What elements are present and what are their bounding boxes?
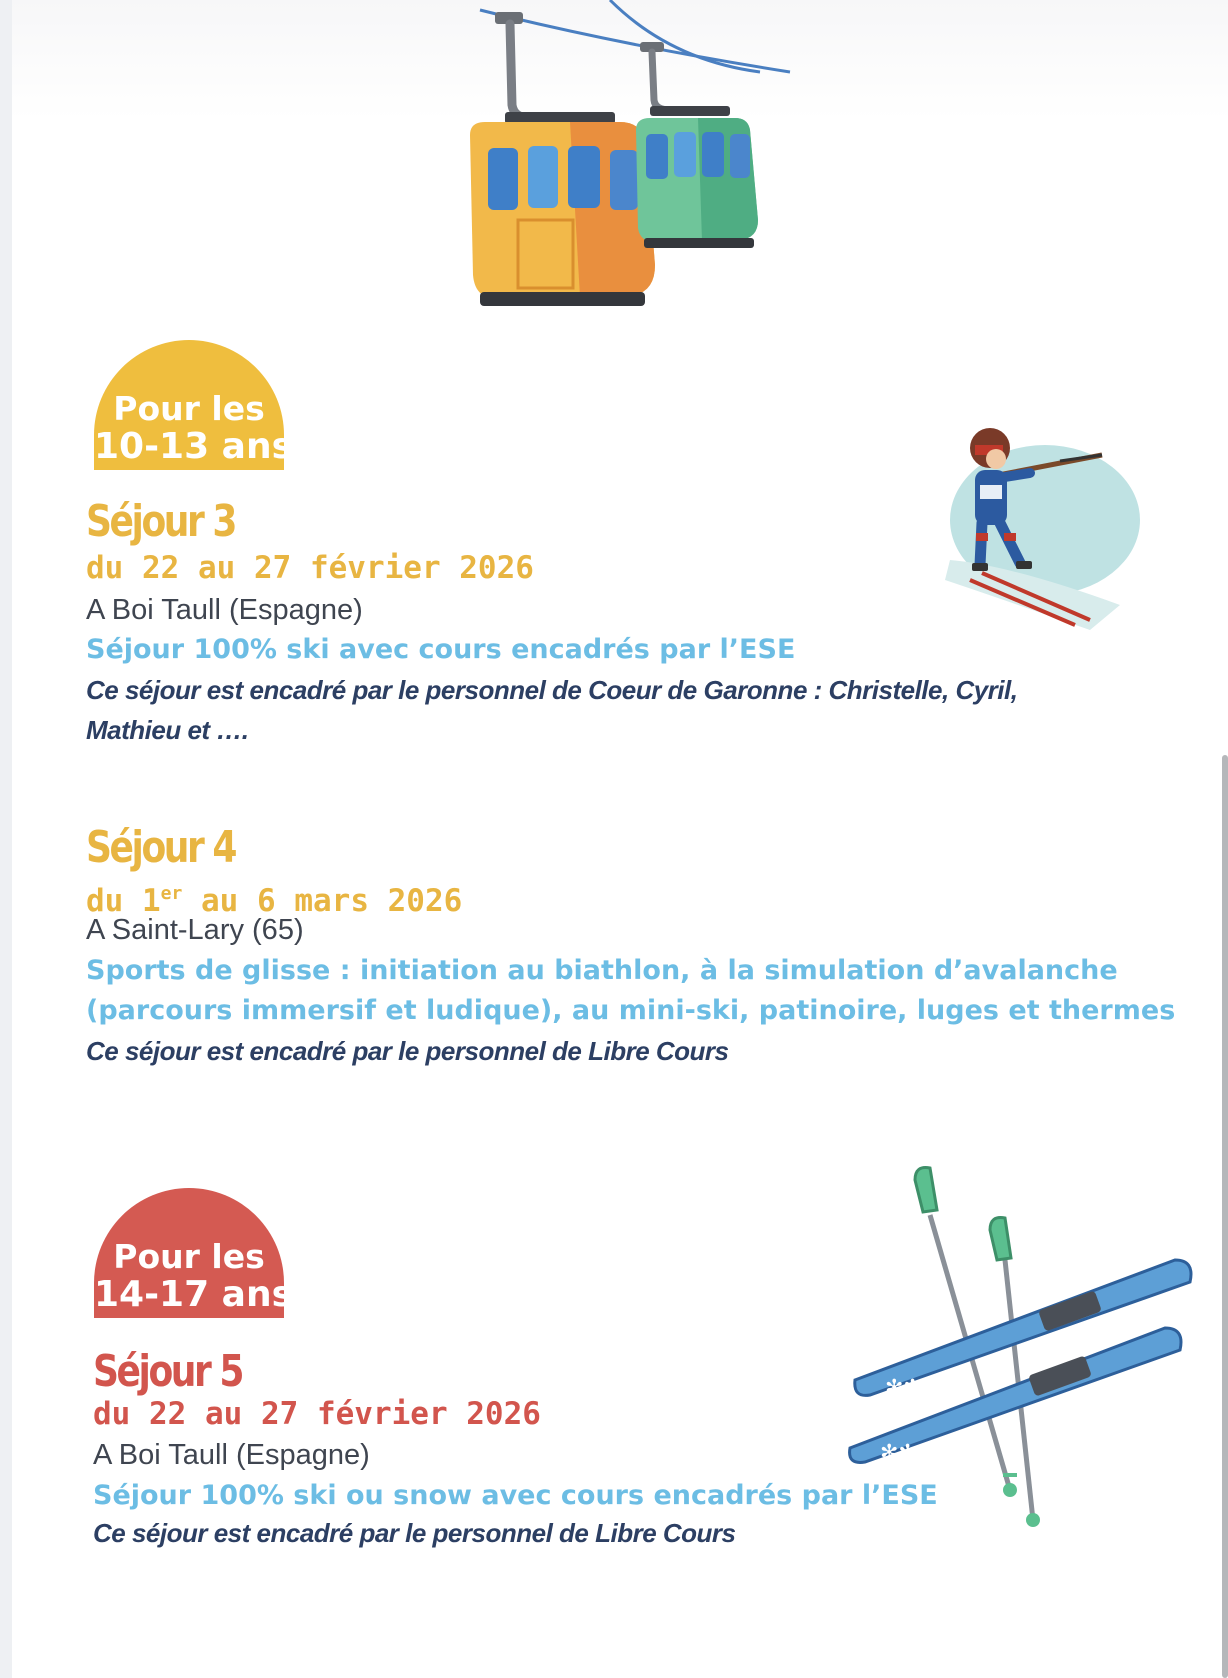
sejour-4-activity-line1: Sports de glisse : initiation au biathlon, à la simulation d’avalanche (86, 955, 1118, 986)
svg-text:✻✻: ✻✻ (880, 1441, 917, 1466)
sejour-5-date: du 22 au 27 février 2026 (93, 1396, 541, 1432)
sejour-5-title: Séjour 5 (93, 1346, 243, 1397)
sejour-4-activity-line2: (parcours immersif et ludique), au mini-ski, patinoire, luges et thermes (86, 995, 1176, 1026)
sejour-4-staff: Ce séjour est encadré par le personnel de Libre Cours (86, 1036, 729, 1066)
svg-text:✻✻: ✻✻ (885, 1376, 922, 1401)
sejour-4-date-suffix: au 6 mars 2026 (182, 883, 463, 919)
age-badge-10-13 (94, 340, 294, 470)
sejour-4-location: A Saint-Lary (65) (86, 914, 304, 946)
sejour-4-date-prefix: du 1 (86, 883, 161, 919)
page-left-edge (0, 0, 12, 1678)
sejour-3-activity: Séjour 100% ski avec cours encadrés par l’ESE (86, 634, 796, 665)
sejour-5-location: A Boi Taull (Espagne) (93, 1439, 370, 1471)
sejour-3-staff: Ce séjour est encadré par le personnel de Coeur de Garonne : Christelle, Cyril, Mathieu et …. (86, 675, 1018, 745)
age-badge-line1: Pour les (113, 389, 265, 428)
scrollbar[interactable] (1222, 755, 1228, 1678)
biathlon-skier-illustration (920, 415, 1165, 640)
age-badge-14-17 (94, 1188, 294, 1318)
age-badge-line1: Pour les (113, 1237, 265, 1276)
cable-car-illustration (440, 0, 800, 320)
sejour-3-location: A Boi Taull (Espagne) (86, 594, 363, 626)
sejour-3-date: du 22 au 27 février 2026 (86, 550, 534, 586)
age-badge-line2: 14-17 ans (94, 1274, 294, 1315)
sejour-5-staff: Ce séjour est encadré par le personnel de Libre Cours (93, 1518, 736, 1548)
age-badge-line2: 10-13 ans (94, 426, 294, 467)
sejour-4-title: Séjour 4 (86, 822, 236, 873)
sejour-5-activity: Séjour 100% ski ou snow avec cours encadrés par l’ESE (93, 1480, 938, 1511)
sejour-4-date-sup: er (160, 883, 183, 904)
sejour-3-title: Séjour 3 (86, 496, 236, 547)
